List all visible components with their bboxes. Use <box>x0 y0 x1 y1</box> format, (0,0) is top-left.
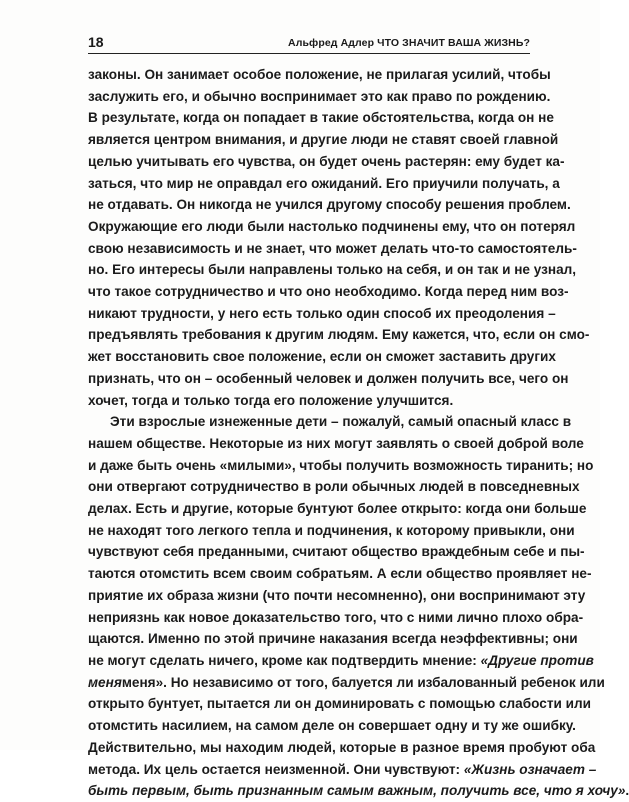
text-line: В результате, когда он попадает в такие обстоятельства, когда он не <box>88 110 554 126</box>
italic-quote: быть первым, быть признанным самым важным, получить все, что я хочу» <box>88 783 626 799</box>
text-line-mixed <box>88 780 629 802</box>
text-line: нашем обществе. Некоторые из них могут заявлять о своей доброй воле <box>88 435 584 451</box>
text-line-mixed <box>88 759 597 781</box>
italic-quote: «Другие против <box>480 652 594 668</box>
text-line: предъявлять требования к другим людям. Ему кажется, что, если он смо- <box>88 327 590 343</box>
text-line: Окружающие его люди были настолько подчинены ему, что он потерял <box>88 218 576 234</box>
text-line: заслужить его, и обычно воспринимает это как право по рождению. <box>88 88 551 104</box>
text-line: свою независимость и не знает, что может делать что-то самостоятель- <box>88 240 577 256</box>
text-line: делах. Есть и другие, которые бунтуют более открыто: когда они больше <box>88 501 587 517</box>
text-line: неприязнь как новое доказательство того, что с ними лично плохо обра- <box>88 609 584 625</box>
text-line: чувствуют себя преданными, считают общество враждебным себе и пы- <box>88 544 585 560</box>
body-text <box>88 64 629 802</box>
text-line: жет восстановить свое положение, если он сможет заставить других <box>88 349 556 365</box>
running-header <box>88 28 530 54</box>
text-line: но. Его интересы были направлены только на себя, и он так и не узнал, <box>88 262 577 278</box>
paragraph-1 <box>88 64 590 411</box>
text-line: щаются. Именно по этой причине наказания всегда неэффективны; они <box>88 631 578 647</box>
text-line: является центром внимания, и другие люди не ставят своей главной <box>88 132 559 148</box>
text-line: таются отомстить всем своим собратьям. А если общество проявляет не- <box>88 566 592 582</box>
text-run: не могут сделать ничего, кроме как подтвердить мнение: <box>88 652 481 668</box>
text-run: метода. Их цель остается неизменной. Они чувствуют: <box>88 761 464 777</box>
text-line: никают трудности, у него есть только один способ их преодоления – <box>88 305 556 321</box>
text-line: заться, что мир не оправдал его ожиданий. Его приучили получать, а <box>88 175 560 191</box>
text-line-mixed <box>88 672 605 694</box>
text-line: Эти взрослые изнеженные дети – пожалуй, самый опасный класс в <box>110 414 572 430</box>
text-line: отомстить насилием, на самом деле он совершает одну и ту же ошибку. <box>88 718 576 734</box>
text-run: . <box>625 783 629 799</box>
page-number: 18 <box>88 34 104 50</box>
running-title: Альфред Адлер ЧТО ЗНАЧИТ ВАША ЖИЗНЬ? <box>288 37 530 49</box>
text-line: хочет, тогда и только тогда его положение улучшится. <box>88 392 454 408</box>
text-line: и даже быть очень «милыми», чтобы получить возможность тиранить; но <box>88 457 594 473</box>
text-line: не находят того легкого тепла и подчинения, к которому привыкли, они <box>88 522 575 538</box>
text-line: целью учитывать его чувства, он будет очень растерян: ему будет ка- <box>88 153 565 169</box>
text-line: не отдавать. Он никогда не учился другому способу решения проблем. <box>88 197 571 213</box>
italic-quote: меня <box>88 674 122 690</box>
text-run: меня». Но независимо от того, балуется ли избалованный ребенок или <box>121 674 605 690</box>
text-line: что такое сотрудничество и что оно необходимо. Когда перед ним воз- <box>88 284 569 300</box>
text-line: законы. Он занимает особое положение, не прилагая усилий, чтобы <box>88 67 551 82</box>
text-line-mixed <box>88 650 594 672</box>
text-line: открыто бунтует, пытается ли он доминировать с помощью слабости или <box>88 696 591 712</box>
paragraph-2 <box>88 411 629 802</box>
text-line: признать, что он – особенный человек и должен получить все, чего он <box>88 370 569 386</box>
text-line: они отвергают сотрудничество в роли обычных людей в повседневных <box>88 479 580 495</box>
text-line: Действительно, мы находим людей, которые в разное время пробуют оба <box>88 739 596 755</box>
text-line: приятие их образа жизни (что почти несомненно), они воспринимают эту <box>88 587 586 603</box>
italic-quote: «Жизнь означает – <box>463 761 597 777</box>
